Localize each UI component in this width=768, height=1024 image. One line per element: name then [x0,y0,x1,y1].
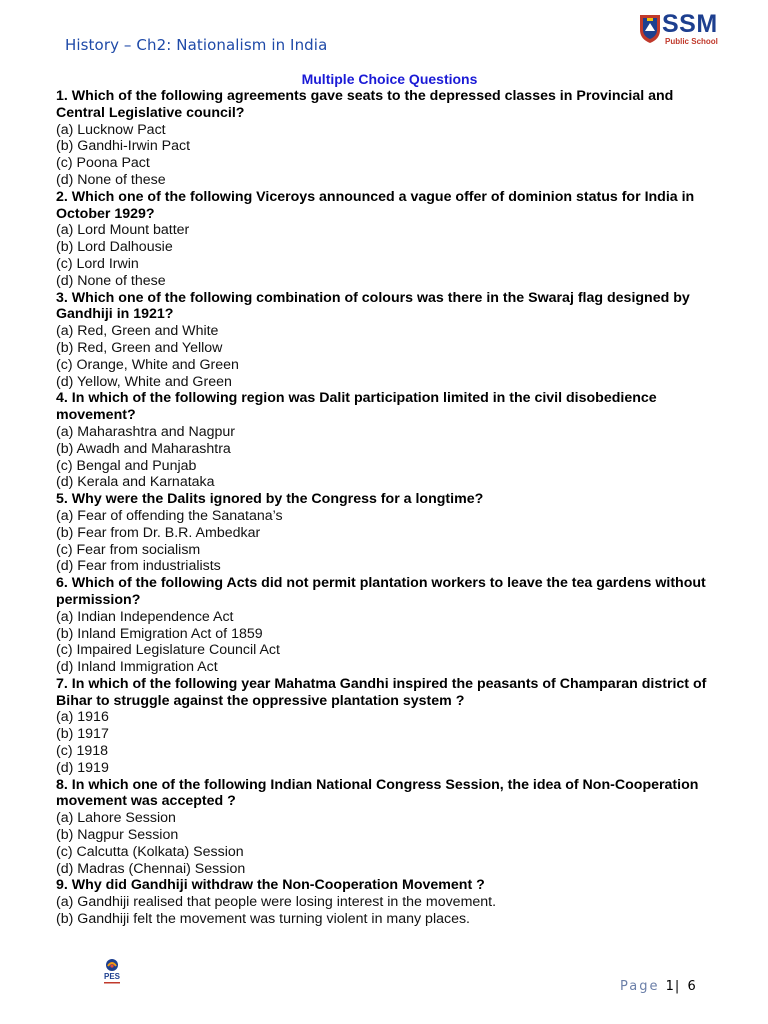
answer-option: (a) 1916 [56,709,109,726]
pes-university-logo-icon [99,957,125,989]
answer-option: (d) Kerala and Karnataka [56,474,215,491]
answer-option: (b) Inland Emigration Act of 1859 [56,625,263,642]
logo-wordmark: SSM [662,10,718,38]
current-page: 1 [665,979,675,994]
total-pages: 6 [687,979,697,994]
answer-option: (b) Fear from Dr. B.R. Ambedkar [56,524,261,541]
answer-option: (a) Lucknow Pact [56,121,166,138]
question-block [56,491,726,575]
answer-option: (b) Gandhi-Irwin Pact [56,138,191,155]
document-header-title: History – Ch2: Nationalism in India [65,36,328,54]
answer-option: (c) Poona Pact [56,155,150,172]
answer-option: (c) 1918 [56,743,109,760]
answer-option: (c) Orange, White and Green [56,356,239,373]
answer-option: (d) None of these [56,171,166,188]
question-block [56,290,726,391]
page-number: Page 1| 6 [620,979,697,994]
question-text: 7. In which of the following year Mahatma Gandhi inspired the peasants of Champaran district of Bihar to struggle against the oppressive plantation system ? [56,675,707,709]
question-block [56,189,726,290]
question-block [56,676,726,777]
answer-option: (d) 1919 [56,759,109,776]
answer-option: (b) Gandhiji felt the movement was turning violent in many places. [56,911,471,928]
answer-option: (c) Calcutta (Kolkata) Session [56,843,244,860]
question-block [56,575,726,676]
answer-option: (b) Lord Dalhousie [56,239,173,256]
question-text: 5. Why were the Dalits ignored by the Congress for a longtime? [56,491,484,508]
question-list [56,88,726,928]
question-block [56,777,726,878]
answer-option: (b) Nagpur Session [56,827,179,844]
answer-option: (c) Fear from socialism [56,541,201,558]
answer-option: (c) Impaired Legislature Council Act [56,642,280,659]
question-text: 3. Which one of the following combination of colours was there in the Swaraj flag designed by Gandhiji in 1921? [56,289,690,323]
ssm-school-logo [638,10,730,52]
logo-subtitle: Public School [665,37,718,46]
question-text: 6. Which of the following Acts did not permit plantation workers to leave the tea gardens without permission? [56,575,706,608]
section-title: Multiple Choice Questions [301,71,478,87]
question-text: 1. Which of the following agreements gave seats to the depressed classes in Provincial and Central Legislative council? [56,88,674,121]
answer-option: (d) Yellow, White and Green [56,373,232,390]
answer-option: (a) Red, Green and White [56,323,219,340]
answer-option: (d) Inland Immigration Act [56,659,218,676]
answer-option: (b) 1917 [56,726,109,743]
answer-option: (a) Maharashtra and Nagpur [56,423,236,440]
question-text: 9. Why did Gandhiji withdraw the Non-Cooperation Movement ? [56,877,485,894]
question-block [56,390,726,491]
answer-option: (c) Bengal and Punjab [56,457,197,474]
answer-option: (a) Gandhiji realised that people were losing interest in the movement. [56,894,497,911]
question-block [56,88,726,189]
answer-option: (c) Lord Irwin [56,255,139,272]
footer-logo-text: PES [103,972,121,981]
answer-option: (b) Red, Green and Yellow [56,339,223,356]
question-block [56,877,726,927]
answer-option: (a) Fear of offending the Sanatana’s [56,507,283,524]
page-label: Page [620,979,660,994]
answer-option: (d) None of these [56,272,166,289]
answer-option: (b) Awadh and Maharashtra [56,440,231,457]
question-text: 2. Which one of the following Viceroys announced a vague offer of dominion status for India in October 1929? [56,188,695,222]
school-shield-icon [638,12,662,44]
answer-option: (a) Lord Mount batter [56,222,190,239]
question-text: 8. In which one of the following Indian National Congress Session, the idea of Non-Cooperation movement was accepted ? [56,776,699,810]
answer-option: (a) Indian Independence Act [56,608,234,625]
question-text: 4. In which of the following region was Dalit participation limited in the civil disobedience movement? [56,390,657,424]
answer-option: (d) Fear from industrialists [56,558,221,575]
answer-option: (d) Madras (Chennai) Session [56,860,246,877]
answer-option: (a) Lahore Session [56,810,176,827]
